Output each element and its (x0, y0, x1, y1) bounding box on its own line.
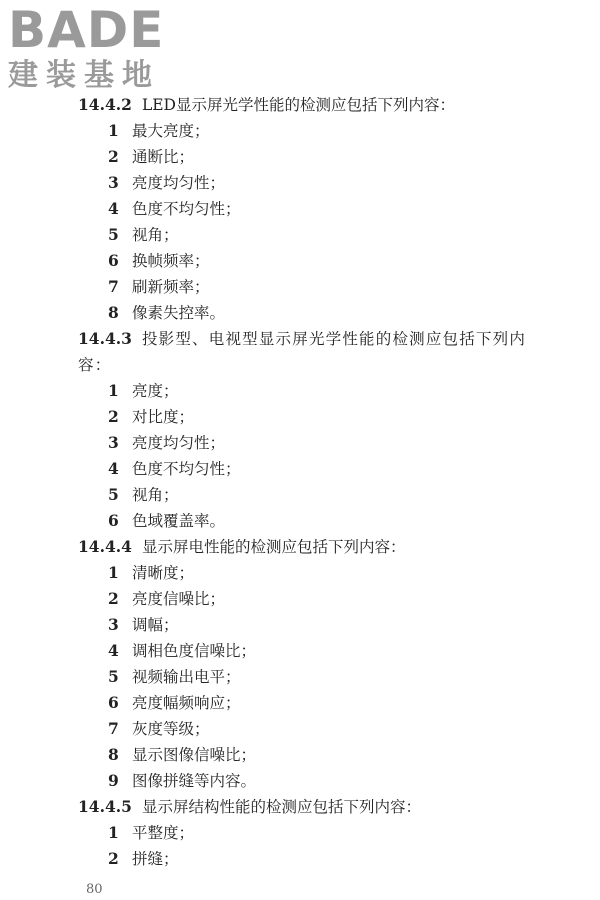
item-number: 1 (108, 121, 119, 140)
logo-brand-text (8, 1, 178, 59)
item-text: 拼缝； (132, 850, 179, 868)
list-item (108, 118, 600, 144)
list-item (108, 378, 600, 404)
list-item (108, 170, 600, 196)
list-item (108, 404, 600, 430)
item-text: 视角； (132, 226, 179, 244)
item-number: 1 (108, 381, 119, 400)
item-number: 6 (108, 693, 119, 712)
item-number: 1 (108, 823, 119, 842)
item-text: 亮度； (132, 382, 179, 400)
list-item (108, 586, 600, 612)
list-item (108, 768, 600, 794)
section-heading-14-4-5 (78, 794, 548, 820)
item-text: 视角； (132, 486, 179, 504)
item-number: 1 (108, 563, 119, 582)
item-number: 4 (108, 199, 119, 218)
item-number: 2 (108, 589, 119, 608)
section-heading-14-4-4 (78, 534, 548, 560)
bade-watermark-logo (8, 1, 178, 96)
section-number: 14.4.2 (78, 95, 132, 114)
logo-subtitle: 建装基地 (8, 58, 160, 93)
list-item (108, 456, 600, 482)
section-title: 显示屏电性能的检测应包括下列内容： (141, 538, 406, 556)
item-text: 调相色度信噪比； (132, 642, 257, 660)
list-item (108, 638, 600, 664)
item-text: 刷新频率； (132, 278, 210, 296)
item-number: 3 (108, 173, 119, 192)
list-item (108, 482, 600, 508)
page-number: 80 (86, 882, 103, 897)
item-text: 亮度幅频响应； (132, 694, 241, 712)
item-number: 3 (108, 433, 119, 452)
logo-brand: BADE (8, 1, 165, 59)
list-item (108, 690, 600, 716)
list-item (108, 846, 600, 872)
item-text: 显示图像信噪比； (132, 746, 257, 764)
list-item (108, 560, 600, 586)
list-item (108, 430, 600, 456)
item-text: 最大亮度； (132, 122, 210, 140)
list-item (108, 820, 600, 846)
document-body (0, 92, 600, 872)
item-number: 6 (108, 251, 119, 270)
section-number: 14.4.3 (78, 329, 132, 348)
item-number: 5 (108, 667, 119, 686)
item-number: 2 (108, 849, 119, 868)
item-text: 调幅； (132, 616, 179, 634)
item-text: 清晰度； (132, 564, 195, 582)
item-number: 4 (108, 459, 119, 478)
item-text: 色域覆盖率。 (132, 512, 226, 530)
item-text: 灰度等级； (132, 720, 210, 738)
item-number: 8 (108, 745, 119, 764)
item-text: 亮度均匀性； (132, 434, 226, 452)
item-number: 5 (108, 485, 119, 504)
item-number: 8 (108, 303, 119, 322)
item-text: 色度不均匀性； (132, 460, 241, 478)
item-text: 换帧频率； (132, 252, 210, 270)
item-text: 像素失控率。 (132, 304, 226, 322)
section-number: 14.4.4 (78, 537, 132, 556)
item-text: 亮度均匀性； (132, 174, 226, 192)
section-heading-14-4-2 (78, 92, 548, 118)
list-item (108, 196, 600, 222)
item-text: 通断比； (132, 148, 195, 166)
section-number: 14.4.5 (78, 797, 132, 816)
list-item (108, 222, 600, 248)
section-title: 显示屏结构性能的检测应包括下列内容： (141, 798, 421, 816)
list-item (108, 144, 600, 170)
item-text: 图像拼缝等内容。 (132, 772, 257, 790)
item-text: 色度不均匀性； (132, 200, 241, 218)
item-number: 4 (108, 641, 119, 660)
list-item (108, 742, 600, 768)
section-heading-14-4-3 (78, 326, 548, 378)
section-title: 投影型、电视型显示屏光学性能的检测应包括下列内容： (78, 330, 527, 374)
item-number: 2 (108, 407, 119, 426)
list-item (108, 664, 600, 690)
item-number: 7 (108, 719, 119, 738)
item-number: 9 (108, 771, 119, 790)
item-number: 3 (108, 615, 119, 634)
list-item (108, 300, 600, 326)
item-text: 对比度； (132, 408, 195, 426)
item-number: 7 (108, 277, 119, 296)
list-item (108, 612, 600, 638)
list-item (108, 274, 600, 300)
item-text: 平整度； (132, 824, 195, 842)
section-title: LED显示屏光学性能的检测应包括下列内容： (141, 96, 455, 114)
item-number: 6 (108, 511, 119, 530)
list-item (108, 716, 600, 742)
list-item (108, 508, 600, 534)
item-text: 亮度信噪比； (132, 590, 226, 608)
item-number: 2 (108, 147, 119, 166)
item-text: 视频输出电平； (132, 668, 241, 686)
item-number: 5 (108, 225, 119, 244)
list-item (108, 248, 600, 274)
